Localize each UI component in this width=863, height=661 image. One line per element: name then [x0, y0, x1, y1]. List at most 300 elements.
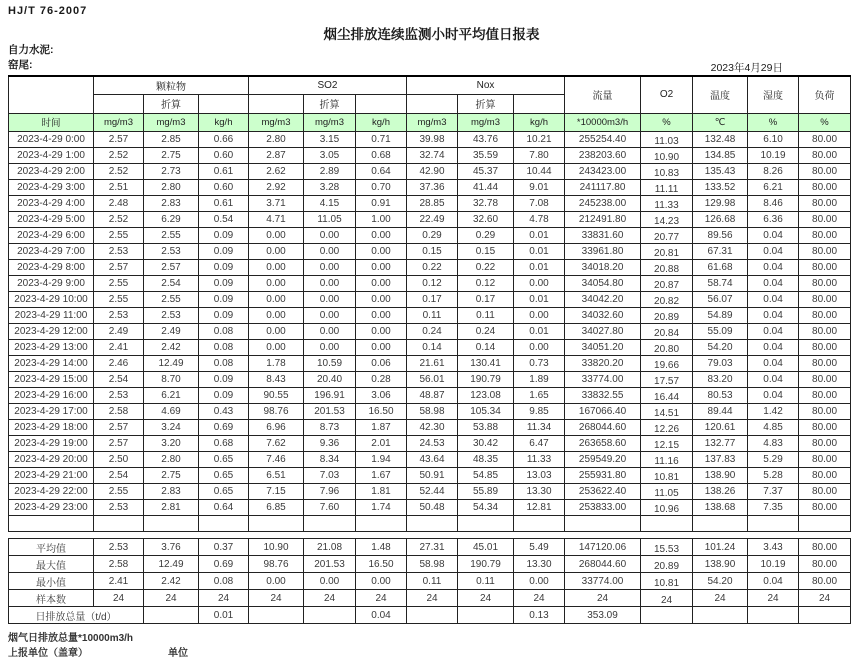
table-row — [9, 403, 851, 419]
temp-cell: 135.43 — [693, 163, 748, 179]
subheader-conv-nox: 折算 — [458, 94, 514, 113]
load-cell: 80.00 — [799, 291, 851, 307]
pm-mgm3-cell: 2.52 — [94, 163, 144, 179]
nox-conv-cell: 0.29 — [458, 227, 514, 243]
humidity-cell: 0.04 — [748, 355, 799, 371]
so2-kgh-cell: 1.94 — [356, 451, 407, 467]
flow-cell: 241117.80 — [565, 179, 641, 195]
data-rows — [9, 131, 851, 515]
pm-kgh-cell: 0.08 — [199, 355, 249, 371]
o2-cell: 20.88 — [641, 259, 693, 275]
nox-mgm3-cell: 39.98 — [407, 131, 458, 147]
flow-cell: 253833.00 — [565, 499, 641, 515]
spacer-body — [9, 515, 851, 531]
nox-kgh-cell: 7.08 — [514, 195, 565, 211]
pm-kgh-cell: 24 — [199, 590, 249, 607]
nox-conv-cell: 123.08 — [458, 387, 514, 403]
pm-mgm3-cell: 2.57 — [94, 259, 144, 275]
unit-load-percent: % — [799, 113, 851, 131]
unit-pm-mgm3: mg/m3 — [94, 113, 144, 131]
temp-cell: 54.89 — [693, 307, 748, 323]
pm-kgh-cell: 0.69 — [199, 419, 249, 435]
temp-cell: 55.09 — [693, 323, 748, 339]
nox-conv-cell: 0.11 — [458, 307, 514, 323]
so2-kgh-cell: 0.00 — [356, 227, 407, 243]
unit-nox-kgh: kg/h — [514, 113, 565, 131]
so2-conv-cell — [304, 607, 356, 624]
time-cell: 2023-4-29 14:00 — [9, 355, 94, 371]
unit-temp-celsius: ℃ — [693, 113, 748, 131]
flow-cell: 238203.60 — [565, 147, 641, 163]
nox-kgh-cell: 24 — [514, 590, 565, 607]
o2-cell: 20.87 — [641, 275, 693, 291]
so2-kgh-cell: 0.00 — [356, 243, 407, 259]
unit-flow: *10000m3/h — [565, 113, 641, 131]
nox-kgh-cell: 6.47 — [514, 435, 565, 451]
humidity-cell: 0.04 — [748, 323, 799, 339]
pm-mgm3-cell: 2.41 — [94, 573, 144, 590]
so2-conv-cell: 24 — [304, 590, 356, 607]
pm-conv-cell: 2.81 — [144, 499, 199, 515]
table-row — [9, 499, 851, 515]
nox-mgm3-cell: 0.24 — [407, 323, 458, 339]
nox-conv-cell — [458, 607, 514, 624]
unit-nox-mgm3: mg/m3 — [407, 113, 458, 131]
nox-mgm3-cell: 27.31 — [407, 539, 458, 556]
nox-conv-cell: 55.89 — [458, 483, 514, 499]
so2-mgm3-cell: 6.96 — [249, 419, 304, 435]
table-row — [9, 467, 851, 483]
load-cell: 80.00 — [799, 435, 851, 451]
pm-mgm3-cell: 2.51 — [94, 179, 144, 195]
table-row — [9, 131, 851, 147]
o2-cell: 20.84 — [641, 323, 693, 339]
summary-label: 平均值 — [9, 539, 94, 556]
humidity-cell: 10.19 — [748, 556, 799, 573]
nox-kgh-cell: 0.00 — [514, 339, 565, 355]
so2-conv-cell: 0.00 — [304, 243, 356, 259]
so2-kgh-cell: 16.50 — [356, 403, 407, 419]
nox-mgm3-cell — [407, 607, 458, 624]
humidity-cell: 6.21 — [748, 179, 799, 195]
humidity-cell: 0.04 — [748, 371, 799, 387]
nox-conv-cell: 190.79 — [458, 371, 514, 387]
so2-mgm3-cell: 0.00 — [249, 275, 304, 291]
so2-conv-cell: 10.59 — [304, 355, 356, 371]
o2-cell: 20.80 — [641, 339, 693, 355]
load-cell: 80.00 — [799, 451, 851, 467]
humidity-cell: 0.04 — [748, 339, 799, 355]
nox-kgh-cell: 0.01 — [514, 259, 565, 275]
nox-conv-cell: 0.22 — [458, 259, 514, 275]
so2-conv-cell: 0.00 — [304, 323, 356, 339]
empty-cell — [565, 515, 641, 531]
time-cell: 2023-4-29 11:00 — [9, 307, 94, 323]
empty-cell — [693, 515, 748, 531]
temp-cell: 134.85 — [693, 147, 748, 163]
summary-row — [9, 590, 851, 607]
humidity-cell: 8.46 — [748, 195, 799, 211]
daily-total-label: 日排放总量（t/d） — [9, 607, 144, 624]
load-cell: 80.00 — [799, 339, 851, 355]
so2-conv-cell: 20.40 — [304, 371, 356, 387]
pm-mgm3-cell: 2.55 — [94, 291, 144, 307]
subheader-conv-so2: 折算 — [304, 94, 356, 113]
pm-kgh-cell: 0.61 — [199, 195, 249, 211]
so2-conv-cell: 7.03 — [304, 467, 356, 483]
flow-cell: 34032.60 — [565, 307, 641, 323]
so2-kgh-cell: 1.87 — [356, 419, 407, 435]
flow-cell: 263658.60 — [565, 435, 641, 451]
o2-cell: 24 — [641, 590, 693, 607]
o2-cell: 20.81 — [641, 243, 693, 259]
nox-conv-cell: 32.60 — [458, 211, 514, 227]
so2-mgm3-cell: 2.62 — [249, 163, 304, 179]
so2-conv-cell: 3.28 — [304, 179, 356, 195]
empty-cell — [94, 515, 144, 531]
pm-mgm3-cell: 2.54 — [94, 371, 144, 387]
pm-mgm3-cell: 2.55 — [94, 275, 144, 291]
pm-conv-cell: 2.42 — [144, 339, 199, 355]
summary-label: 最大值 — [9, 556, 94, 573]
load-cell: 80.00 — [799, 195, 851, 211]
nox-mgm3-cell: 28.85 — [407, 195, 458, 211]
so2-mgm3-cell: 0.00 — [249, 323, 304, 339]
nox-conv-cell: 0.11 — [458, 573, 514, 590]
nox-conv-cell: 53.88 — [458, 419, 514, 435]
table-row — [9, 323, 851, 339]
time-cell: 2023-4-29 4:00 — [9, 195, 94, 211]
pm-kgh-cell: 0.09 — [199, 275, 249, 291]
pm-kgh-cell: 0.54 — [199, 211, 249, 227]
pm-kgh-cell: 0.69 — [199, 556, 249, 573]
pm-conv-cell: 2.42 — [144, 573, 199, 590]
nox-mgm3-cell: 24.53 — [407, 435, 458, 451]
so2-conv-cell: 7.96 — [304, 483, 356, 499]
time-cell: 2023-4-29 16:00 — [9, 387, 94, 403]
so2-conv-cell: 7.60 — [304, 499, 356, 515]
nox-mgm3-cell: 32.74 — [407, 147, 458, 163]
table-row — [9, 307, 851, 323]
so2-kgh-cell: 0.28 — [356, 371, 407, 387]
pm-mgm3-cell: 2.53 — [94, 307, 144, 323]
table-row — [9, 195, 851, 211]
nox-conv-cell: 24 — [458, 590, 514, 607]
so2-mgm3-cell: 98.76 — [249, 403, 304, 419]
nox-conv-cell: 190.79 — [458, 556, 514, 573]
temp-cell: 54.20 — [693, 573, 748, 590]
load-cell: 80.00 — [799, 419, 851, 435]
empty-cell — [9, 515, 94, 531]
pm-kgh-cell: 0.65 — [199, 451, 249, 467]
pm-kgh-cell: 0.60 — [199, 147, 249, 163]
o2-cell: 12.26 — [641, 419, 693, 435]
humidity-cell: 5.29 — [748, 451, 799, 467]
temp-cell: 132.77 — [693, 435, 748, 451]
time-cell: 2023-4-29 6:00 — [9, 227, 94, 243]
nox-kgh-cell: 0.73 — [514, 355, 565, 371]
nox-conv-cell: 41.44 — [458, 179, 514, 195]
flow-cell: 33831.60 — [565, 227, 641, 243]
table-row — [9, 291, 851, 307]
humidity-cell: 0.04 — [748, 275, 799, 291]
table-row — [9, 243, 851, 259]
pm-conv-cell: 2.75 — [144, 467, 199, 483]
pm-conv-cell: 2.80 — [144, 179, 199, 195]
temp-cell: 61.68 — [693, 259, 748, 275]
pm-mgm3-cell: 2.54 — [94, 467, 144, 483]
subheader-empty — [356, 94, 407, 113]
so2-kgh-cell: 0.00 — [356, 275, 407, 291]
pm-conv-cell: 3.24 — [144, 419, 199, 435]
so2-mgm3-cell: 0.00 — [249, 243, 304, 259]
empty-cell — [748, 515, 799, 531]
pm-mgm3-cell: 2.53 — [94, 499, 144, 515]
so2-kgh-cell: 0.00 — [356, 339, 407, 355]
so2-conv-cell: 11.05 — [304, 211, 356, 227]
so2-mgm3-cell: 6.51 — [249, 467, 304, 483]
pm-conv-cell: 2.83 — [144, 483, 199, 499]
o2-cell: 15.53 — [641, 539, 693, 556]
nox-conv-cell: 130.41 — [458, 355, 514, 371]
humidity-cell: 0.04 — [748, 307, 799, 323]
nox-mgm3-cell: 22.49 — [407, 211, 458, 227]
empty-cell — [144, 515, 199, 531]
nox-kgh-cell: 9.01 — [514, 179, 565, 195]
humidity-cell: 0.04 — [748, 227, 799, 243]
empty-cell — [458, 515, 514, 531]
so2-kgh-cell: 1.67 — [356, 467, 407, 483]
so2-conv-cell: 8.34 — [304, 451, 356, 467]
temp-cell: 138.90 — [693, 556, 748, 573]
pm-conv-cell: 2.75 — [144, 147, 199, 163]
temp-cell: 126.68 — [693, 211, 748, 227]
group-flow: 流量 — [565, 76, 641, 113]
summary-table — [8, 538, 851, 624]
nox-kgh-cell: 0.13 — [514, 607, 565, 624]
nox-kgh-cell: 1.89 — [514, 371, 565, 387]
o2-cell: 16.44 — [641, 387, 693, 403]
humidity-cell: 5.28 — [748, 467, 799, 483]
nox-mgm3-cell: 0.17 — [407, 291, 458, 307]
so2-mgm3-cell: 1.78 — [249, 355, 304, 371]
pm-mgm3-cell: 2.52 — [94, 211, 144, 227]
time-cell: 2023-4-29 15:00 — [9, 371, 94, 387]
flow-cell: 33820.20 — [565, 355, 641, 371]
nox-kgh-cell: 0.00 — [514, 573, 565, 590]
time-header-spacer — [9, 76, 94, 113]
pm-kgh-cell: 0.65 — [199, 483, 249, 499]
load-cell: 80.00 — [799, 371, 851, 387]
temp-cell: 67.31 — [693, 243, 748, 259]
table-row — [9, 355, 851, 371]
pm-conv-cell: 12.49 — [144, 355, 199, 371]
unit-so2-kgh: kg/h — [356, 113, 407, 131]
humidity-cell: 0.04 — [748, 291, 799, 307]
so2-kgh-cell: 0.06 — [356, 355, 407, 371]
pm-conv-cell: 6.29 — [144, 211, 199, 227]
nox-conv-cell: 54.85 — [458, 467, 514, 483]
subheader-empty — [94, 94, 144, 113]
humidity-cell: 7.37 — [748, 483, 799, 499]
o2-cell: 10.90 — [641, 147, 693, 163]
flow-cell: 33832.55 — [565, 387, 641, 403]
pm-conv-cell: 6.21 — [144, 387, 199, 403]
unit-so2-conv-mgm3: mg/m3 — [304, 113, 356, 131]
o2-cell: 20.89 — [641, 556, 693, 573]
humidity-cell: 3.43 — [748, 539, 799, 556]
nox-kgh-cell: 10.44 — [514, 163, 565, 179]
pm-mgm3-cell: 2.52 — [94, 147, 144, 163]
nox-kgh-cell: 0.00 — [514, 307, 565, 323]
flow-cell: 34027.80 — [565, 323, 641, 339]
time-cell: 2023-4-29 12:00 — [9, 323, 94, 339]
so2-mgm3-cell: 10.90 — [249, 539, 304, 556]
so2-conv-cell: 2.89 — [304, 163, 356, 179]
pm-kgh-cell: 0.08 — [199, 339, 249, 355]
flow-cell: 24 — [565, 590, 641, 607]
daily-total-row — [9, 607, 851, 624]
group-o2: O2 — [641, 76, 693, 113]
units-header-row — [9, 113, 851, 131]
o2-cell: 14.51 — [641, 403, 693, 419]
nox-kgh-cell: 11.33 — [514, 451, 565, 467]
report-date: 2023年4月29日 — [710, 62, 783, 74]
nox-conv-cell: 35.59 — [458, 147, 514, 163]
nox-kgh-cell: 7.80 — [514, 147, 565, 163]
load-cell: 80.00 — [799, 556, 851, 573]
nox-mgm3-cell: 0.12 — [407, 275, 458, 291]
pm-conv-cell: 8.70 — [144, 371, 199, 387]
pm-kgh-cell: 0.09 — [199, 291, 249, 307]
nox-kgh-cell: 0.01 — [514, 291, 565, 307]
group-load: 负荷 — [799, 76, 851, 113]
nox-conv-cell: 30.42 — [458, 435, 514, 451]
empty-cell — [356, 515, 407, 531]
flow-cell: 34054.80 — [565, 275, 641, 291]
o2-cell: 17.57 — [641, 371, 693, 387]
temp-cell: 133.52 — [693, 179, 748, 195]
o2-cell: 20.82 — [641, 291, 693, 307]
time-cell: 2023-4-29 5:00 — [9, 211, 94, 227]
monitoring-table — [8, 75, 851, 532]
time-cell: 2023-4-29 20:00 — [9, 451, 94, 467]
time-cell: 2023-4-29 1:00 — [9, 147, 94, 163]
pm-kgh-cell: 0.08 — [199, 323, 249, 339]
table-row — [9, 483, 851, 499]
table-row — [9, 451, 851, 467]
table-row — [9, 259, 851, 275]
unit-time: 时间 — [9, 113, 94, 131]
so2-mgm3-cell: 4.71 — [249, 211, 304, 227]
o2-cell: 11.03 — [641, 131, 693, 147]
o2-cell: 10.81 — [641, 573, 693, 590]
pm-kgh-cell: 0.01 — [199, 607, 249, 624]
pm-conv-cell: 4.69 — [144, 403, 199, 419]
company-label: 自力水泥: — [8, 44, 54, 56]
subheader-empty — [249, 94, 304, 113]
pm-conv-cell: 2.73 — [144, 163, 199, 179]
pm-mgm3-cell: 2.57 — [94, 131, 144, 147]
load-cell: 80.00 — [799, 355, 851, 371]
so2-conv-cell: 21.08 — [304, 539, 356, 556]
nox-conv-cell: 0.14 — [458, 339, 514, 355]
so2-conv-cell: 196.91 — [304, 387, 356, 403]
flow-cell: 33774.00 — [565, 371, 641, 387]
time-cell: 2023-4-29 3:00 — [9, 179, 94, 195]
nox-kgh-cell: 13.03 — [514, 467, 565, 483]
time-cell: 2023-4-29 18:00 — [9, 419, 94, 435]
pm-conv-cell: 24 — [144, 590, 199, 607]
humidity-cell: 0.04 — [748, 573, 799, 590]
o2-cell: 10.96 — [641, 499, 693, 515]
pm-kgh-cell: 0.43 — [199, 403, 249, 419]
pm-mgm3-cell: 2.50 — [94, 451, 144, 467]
nox-mgm3-cell: 50.91 — [407, 467, 458, 483]
so2-conv-cell: 3.05 — [304, 147, 356, 163]
table-row — [9, 179, 851, 195]
time-cell: 2023-4-29 17:00 — [9, 403, 94, 419]
nox-mgm3-cell: 50.48 — [407, 499, 458, 515]
nox-kgh-cell: 0.01 — [514, 323, 565, 339]
flow-cell: 167066.40 — [565, 403, 641, 419]
so2-conv-cell: 4.15 — [304, 195, 356, 211]
report-unit-label: 上报单位（盖章） — [8, 648, 88, 659]
pm-kgh-cell: 0.09 — [199, 371, 249, 387]
flow-cell: 147120.06 — [565, 539, 641, 556]
page-title: 烟尘排放连续监测小时平均值日报表 — [323, 27, 540, 42]
nox-conv-cell: 54.34 — [458, 499, 514, 515]
temp-cell: 89.44 — [693, 403, 748, 419]
load-cell: 80.00 — [799, 211, 851, 227]
time-cell: 2023-4-29 2:00 — [9, 163, 94, 179]
pm-mgm3-cell: 2.58 — [94, 556, 144, 573]
pm-mgm3-cell: 2.55 — [94, 483, 144, 499]
nox-mgm3-cell: 58.98 — [407, 556, 458, 573]
flow-cell: 268044.60 — [565, 419, 641, 435]
so2-mgm3-cell: 24 — [249, 590, 304, 607]
so2-kgh-cell: 1.74 — [356, 499, 407, 515]
pm-kgh-cell: 0.09 — [199, 259, 249, 275]
so2-mgm3-cell: 2.92 — [249, 179, 304, 195]
so2-mgm3-cell: 0.00 — [249, 307, 304, 323]
so2-kgh-cell: 0.00 — [356, 573, 407, 590]
unit-humidity-percent: % — [748, 113, 799, 131]
temp-cell: 54.20 — [693, 339, 748, 355]
summary-row — [9, 539, 851, 556]
pm-kgh-cell: 0.66 — [199, 131, 249, 147]
so2-mgm3-cell: 8.43 — [249, 371, 304, 387]
so2-conv-cell: 3.15 — [304, 131, 356, 147]
unit-o2-percent: % — [641, 113, 693, 131]
nox-conv-cell: 48.35 — [458, 451, 514, 467]
summary-label: 最小值 — [9, 573, 94, 590]
group-so2: SO2 — [249, 76, 407, 94]
empty-cell — [407, 515, 458, 531]
nox-kgh-cell: 10.21 — [514, 131, 565, 147]
table-row — [9, 275, 851, 291]
pm-conv-cell — [144, 607, 199, 624]
nox-conv-cell: 32.78 — [458, 195, 514, 211]
nox-kgh-cell: 5.49 — [514, 539, 565, 556]
so2-mgm3-cell: 2.87 — [249, 147, 304, 163]
load-cell: 80.00 — [799, 131, 851, 147]
subheader-empty — [199, 94, 249, 113]
nox-mgm3-cell: 0.15 — [407, 243, 458, 259]
load-cell: 80.00 — [799, 179, 851, 195]
load-cell: 80.00 — [799, 323, 851, 339]
nox-mgm3-cell: 37.36 — [407, 179, 458, 195]
